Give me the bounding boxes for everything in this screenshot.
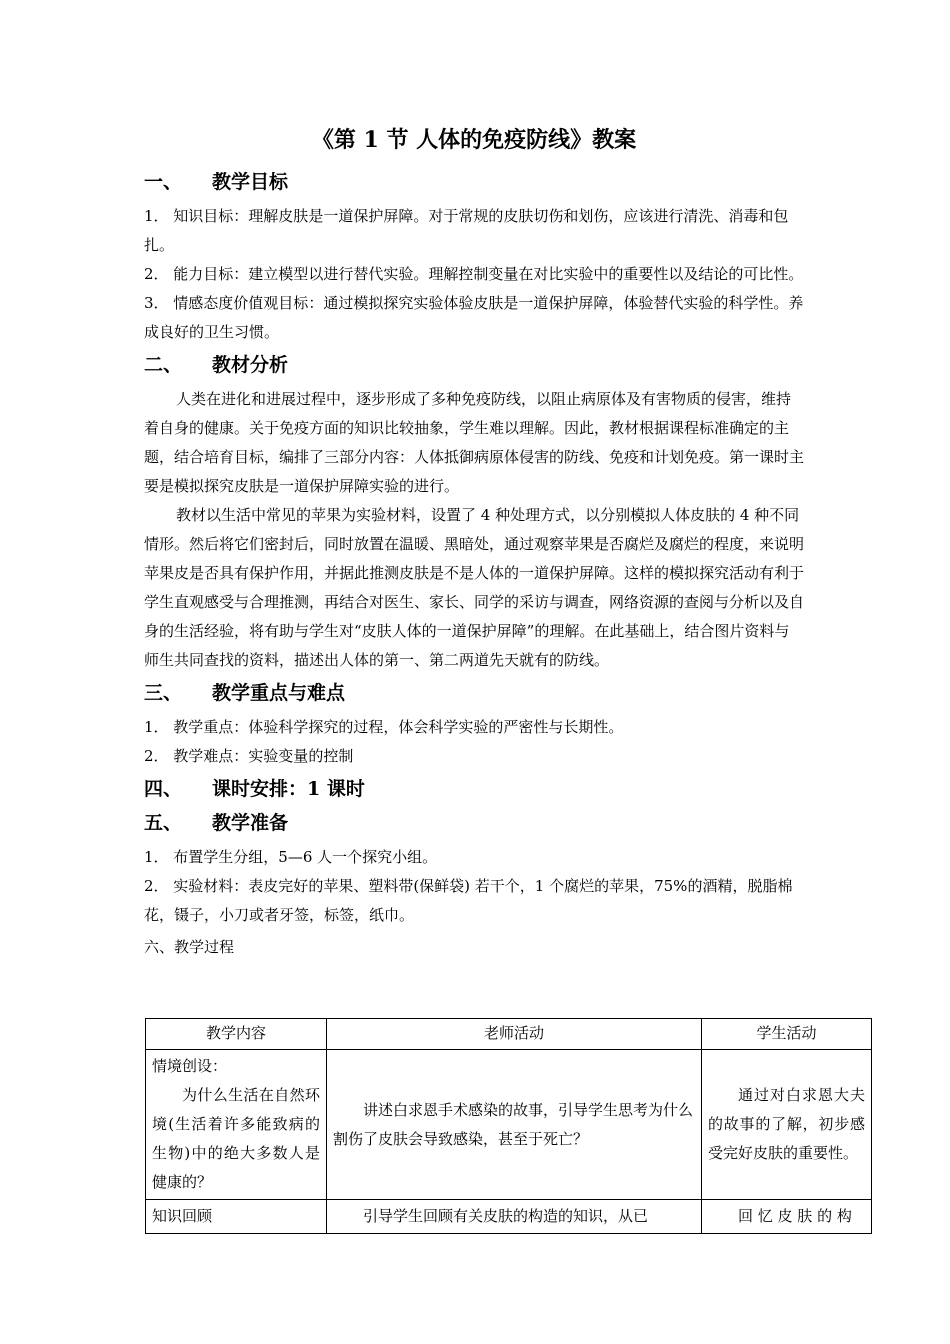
section-title: 教学准备 [212, 812, 289, 834]
student-cell: 通过对白求恩大夫的故事的了解，初步感受完好皮肤的重要性。 [702, 1050, 872, 1200]
column-header: 老师活动 [327, 1019, 702, 1050]
content-body: 为什么生活在自然环境(生活着许多能致病的生物)中的绝大多数人是健康的？ [152, 1086, 320, 1191]
section-number: 三、 [144, 682, 183, 704]
teacher-cell: 引导学生回顾有关皮肤的构造的知识，从已 [327, 1200, 702, 1234]
section-number: 二、 [144, 354, 183, 376]
section-heading-5 [144, 809, 804, 837]
preparation-item: 2． 实验材料：表皮完好的苹果、塑料带(保鲜袋) 若干个，1 个腐烂的苹果，75%的酒精，脱脂棉花，镊子，小刀或者牙签，标签，纸巾。 [144, 877, 793, 924]
content-title: 知识回顾 [152, 1207, 213, 1225]
preparation-item: 1． 布置学生分组，5—6 人一个探究小组。 [144, 848, 438, 866]
content-cell [146, 1200, 327, 1234]
objective-item: 1． 知识目标：理解皮肤是一道保护屏障。对于常规的皮肤切伤和划伤，应该进行清洗、消毒和包扎。 [144, 207, 789, 254]
section-title: 教学目标 [212, 171, 289, 193]
key-point-item: 1． 教学重点：体验科学探究的过程，体会科学实验的严密性与长期性。 [144, 718, 624, 736]
document-page [144, 120, 804, 962]
section-number: 四、 [144, 778, 183, 800]
section-title: 教学重点与难点 [212, 682, 346, 704]
objective-item: 2． 能力目标：建立模型以进行替代实验。理解控制变量在对比实验中的重要性以及结论的可比性。 [144, 265, 804, 283]
teacher-cell: 讲述白求恩手术感染的故事，引导学生思考为什么割伤了皮肤会导致感染，甚至于死亡？ [327, 1050, 702, 1200]
table-row [146, 1050, 872, 1200]
section-number: 一、 [144, 171, 183, 193]
objective-item: 3． 情感态度价值观目标：通过模拟探究实验体验皮肤是一道保护屏障，体验替代实验的科学性。养成良好的卫生习惯。 [144, 294, 804, 341]
content-title: 情境创设： [152, 1057, 228, 1075]
section-heading-1 [144, 168, 804, 196]
table-header-row [146, 1019, 872, 1050]
analysis-paragraph: 人类在进化和进展过程中，逐步形成了多种免疫防线，以阻止病原体及有害物质的侵害，维持着自身的健康。关于免疫方面的知识比较抽象，学生难以理解。因此，教材根据课程标准确定的主题，结合培育目标，编排了三部分内容：人体抵御病原体侵害的防线、免疫和计划免疫。第一课时主要是模拟探究皮肤是一道保护屏障实验的进行。 [144, 390, 805, 495]
teaching-process-table [145, 1018, 872, 1234]
document-title: 《第 1 节 人体的免疫防线》教案 [311, 127, 637, 153]
analysis-paragraph: 教材以生活中常见的苹果为实验材料，设置了 4 种处理方式，以分别模拟人体皮肤的 4 种不同情形。然后将它们密封后，同时放置在温暖、黑暗处，通过观察苹果是否腐烂及腐烂的程度，来说明苹果皮是否具有保护作用，并据此推测皮肤是不是人体的一道保护屏障。这样的模拟探究活动有利于学生直观感受与合理推测，再结合对医生、家长、同学的采访与调查，网络资源的查阅与分析以及自身的生活经验，将有助与学生对“皮肤人体的一道保护屏障”的理解。在此基础上，结合图片资料与师生共同查找的资料，描述出人体的第一、第二两道先天就有的防线。 [144, 506, 805, 669]
section-title: 教材分析 [212, 354, 289, 376]
section-heading-6: 六、教学过程 [144, 938, 235, 956]
section-heading-2 [144, 351, 804, 379]
student-cell: 回 忆 皮 肤 的 构 [702, 1200, 872, 1234]
section-title: 课时安排：1 课时 [212, 778, 365, 800]
table-row [146, 1200, 872, 1234]
section-heading-4 [144, 775, 804, 803]
key-point-item: 2． 教学难点：实验变量的控制 [144, 747, 354, 765]
column-header: 学生活动 [702, 1019, 872, 1050]
column-header: 教学内容 [146, 1019, 327, 1050]
section-heading-3 [144, 679, 804, 707]
section-number: 五、 [144, 812, 183, 834]
content-cell [146, 1050, 327, 1200]
